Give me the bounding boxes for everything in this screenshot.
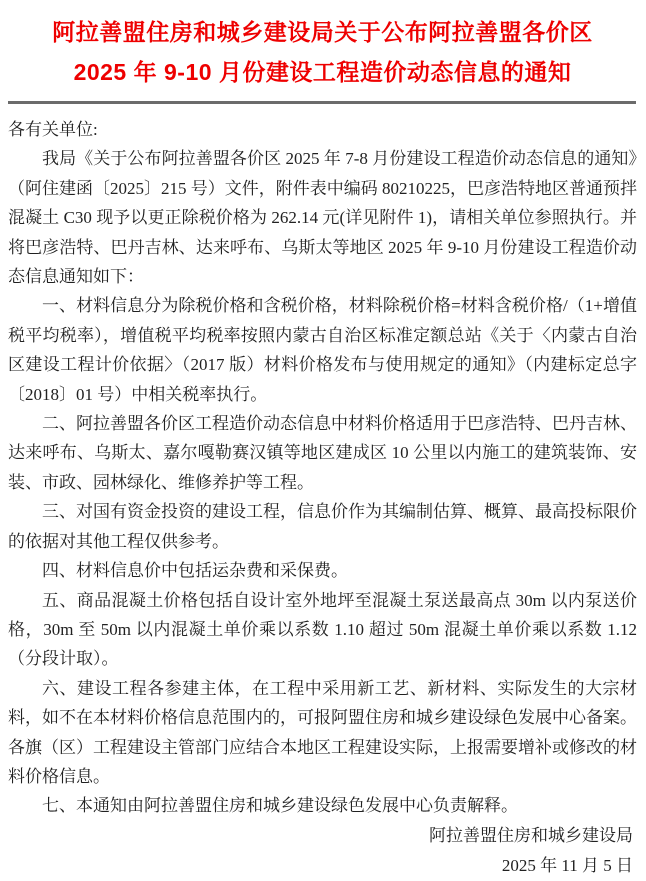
salutation: 各有关单位: xyxy=(8,120,98,139)
body-paragraph: 六、建设工程各参建主体，在工程中采用新工艺、新材料、实际发生的大宗材料，如不在本材料价格信息范围内的，可报阿盟住房和城乡建设绿色发展中心备案。各旗（区）工程建设主管部门应结合本地区工程建设实际，上报需要增补或修改的材料价格信息。 xyxy=(8,678,637,786)
signature-block xyxy=(8,821,637,881)
title-line-2: 2025 年 9-10 月份建设工程造价动态信息的通知 xyxy=(73,59,572,85)
body-paragraph: 二、阿拉善盟各价区工程造价动态信息中材料价格适用于巴彦浩特、巴丹吉林、达来呼布、乌斯太、嘉尔嘎勒赛汉镇等地区建成区 10 公里以内施工的建筑装饰、安装、市政、园林绿化、维修养护等工程。 xyxy=(8,414,637,492)
body-paragraph: 五、商品混凝土价格包括自设计室外地坪至混凝土泵送最高点 30m 以内泵送价格，30m 至 50m 以内混凝土单价乘以系数 1.10 超过 50m 混凝土单价乘以系数 1.12（分段计取）。 xyxy=(8,590,637,669)
paragraph-list xyxy=(8,144,637,820)
body-paragraph: 我局《关于公布阿拉善盟各价区 2025 年 7-8 月份建设工程造价动态信息的通知》（阿住建函〔2025〕215 号）文件，附件表中编码 80210225，巴彦浩特地区普通预拌混凝土 C30 现予以更正除税价格为 262.14 元(详见附件 1)，请相关单位参照执行。并将巴彦浩特、巴丹吉林、达来呼布、乌斯太等地区 2025 年 9-10 月份建设工程造价动态信息通知如下： xyxy=(8,149,637,287)
title-line-1: 阿拉善盟住房和城乡建设局关于公布阿拉善盟各价区 xyxy=(52,19,593,45)
body-paragraph: 一、材料信息分为除税价格和含税价格，材料除税价格=材料含税价格/（1+增值税平均税率），增值税平均税率按照内蒙古自治区标准定额总站《关于〈内蒙古自治区建设工程计价依据〉（2017 版）材料价格发布与使用规定的通知》（内建标定总字〔2018〕01 号）中相关税率执行。 xyxy=(8,296,637,404)
signature-date: 2025 年 11 月 5 日 xyxy=(501,855,633,875)
body-paragraph: 七、本通知由阿拉善盟住房和城乡建设绿色发展中心负责解释。 xyxy=(42,796,518,816)
body-paragraph: 四、材料信息价中包括运杂费和采保费。 xyxy=(42,561,348,581)
signature-organization: 阿拉善盟住房和城乡建设局 xyxy=(429,825,633,845)
document-body xyxy=(8,115,637,821)
body-paragraph: 三、对国有资金投资的建设工程，信息价作为其编制估算、概算、最高投标限价的依据对其他工程仅供参考。 xyxy=(8,502,637,551)
document-title xyxy=(8,0,637,92)
title-separator xyxy=(8,101,636,104)
